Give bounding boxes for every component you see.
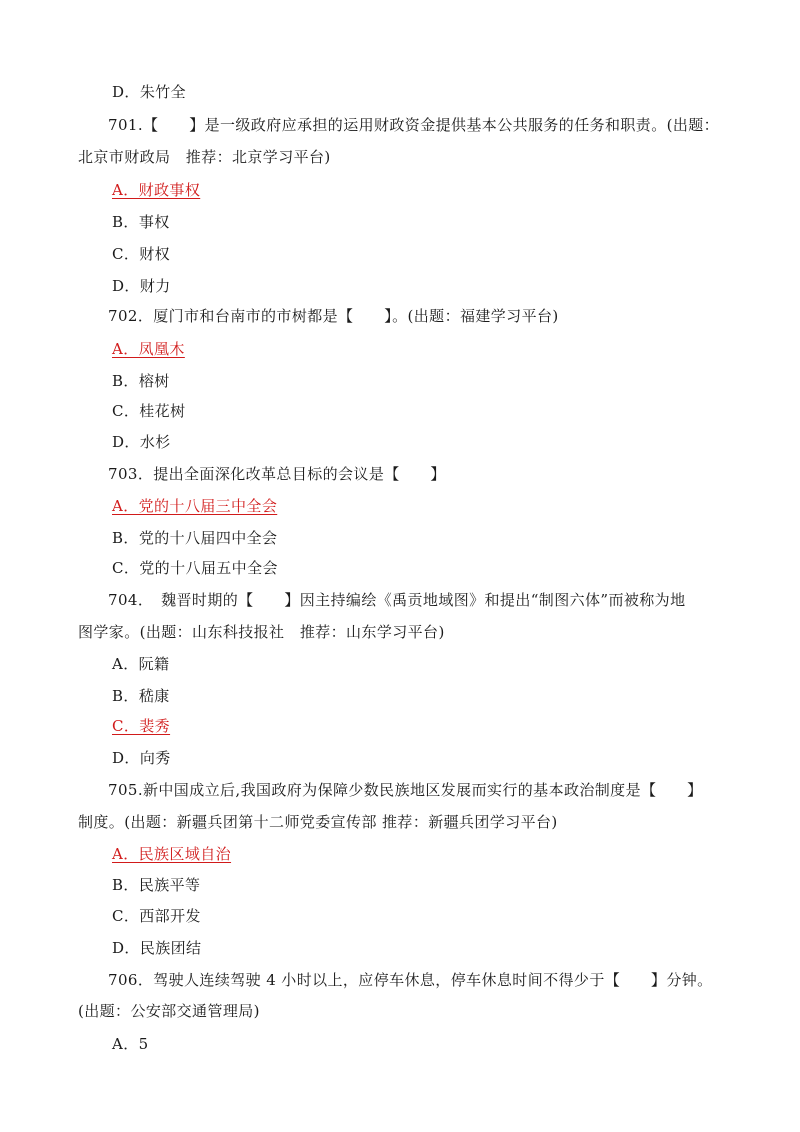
option-d: D．民族团结 [112,939,202,957]
option-a-correct: A．党的十八届三中全会 [112,497,278,515]
question-705: 705.新中国成立后,我国政府为保障少数民族地区发展而实行的基本政治制度是【 】 [108,781,703,799]
question-702: 702．厦门市和台南市的市树都是【 】。(出题：福建学习平台) [108,307,559,325]
question-701-cont: 北京市财政局 推荐：北京学习平台) [78,148,331,166]
option-b: B．嵇康 [112,687,170,705]
option-a-correct: A．凤凰木 [112,340,185,358]
question-706: 706．驾驶人连续驾驶 4 小时以上，应停车休息，停车休息时间不得少于【 】分钟。 [108,971,713,989]
option-d: D．朱竹全 [112,83,187,101]
question-704: 704． 魏晋时期的【 】因主持编绘《禹贡地域图》和提出“制图六体”而被称为地 [108,591,686,609]
option-b: B．榕树 [112,372,170,390]
option-c: C．西部开发 [112,907,201,925]
option-a-correct: A．民族区域自治 [112,845,232,863]
option-a-correct: A．财政事权 [112,181,201,199]
option-d: D．水杉 [112,433,171,451]
option-c: C．财权 [112,245,171,263]
option-d: D．向秀 [112,749,171,767]
question-701: 701.【 】是一级政府应承担的运用财政资金提供基本公共服务的任务和职责。(出题： [108,116,720,134]
question-705-cont: 制度。(出题：新疆兵团第十二师党委宣传部 推荐：新疆兵团学习平台) [78,813,558,831]
option-b: B．民族平等 [112,876,201,894]
option-a: A．5 [112,1035,149,1053]
option-a: A．阮籍 [112,655,170,673]
option-c: C．党的十八届五中全会 [112,559,278,577]
option-b: B．事权 [112,213,170,231]
option-c-correct: C．裴秀 [112,717,171,735]
question-704-cont: 图学家。(出题：山东科技报社 推荐：山东学习平台) [78,623,445,641]
question-706-cont: (出题：公安部交通管理局) [78,1002,260,1020]
question-703: 703．提出全面深化改革总目标的会议是【 】 [108,465,446,483]
option-d: D．财力 [112,277,171,295]
option-b: B．党的十八届四中全会 [112,529,278,547]
option-c: C．桂花树 [112,402,186,420]
